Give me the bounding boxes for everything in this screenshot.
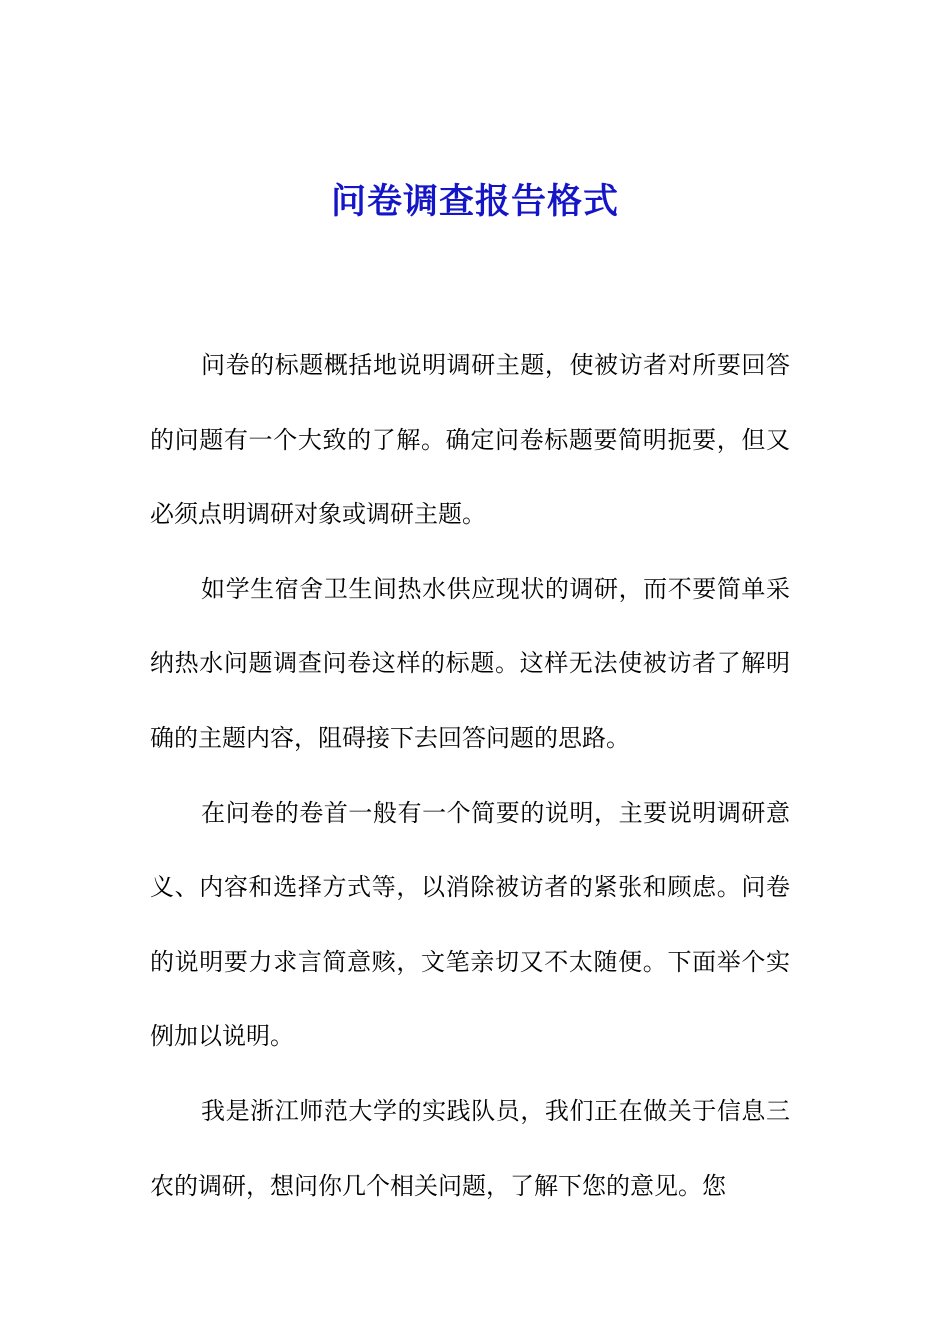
document-body (150, 328, 790, 1223)
document-title: 问卷调查报告格式 (330, 181, 619, 222)
paragraph-1: 问卷的标题概括地说明调研主题，使被访者对所要回答的问题有一个大致的了解。确定问卷标题要简明扼要，但又必须点明调研对象或调研主题。 (150, 351, 790, 529)
paragraph-2: 如学生宿舍卫生间热水供应现状的调研，而不要简单采纳热水问题调查问卷这样的标题。这样无法使被访者了解明确的主题内容，阻碍接下去回答问题的思路。 (150, 574, 790, 752)
paragraph-3: 在问卷的卷首一般有一个简要的说明，主要说明调研意义、内容和选择方式等，以消除被访者的紧张和顾虑。问卷的说明要力求言简意赅，文笔亲切又不太随便。下面举个实例加以说明。 (150, 798, 790, 1051)
paragraph-4: 我是浙江师范大学的实践队员，我们正在做关于信息三农的调研，想问你几个相关问题，了解下您的意见。您 (150, 1096, 790, 1200)
